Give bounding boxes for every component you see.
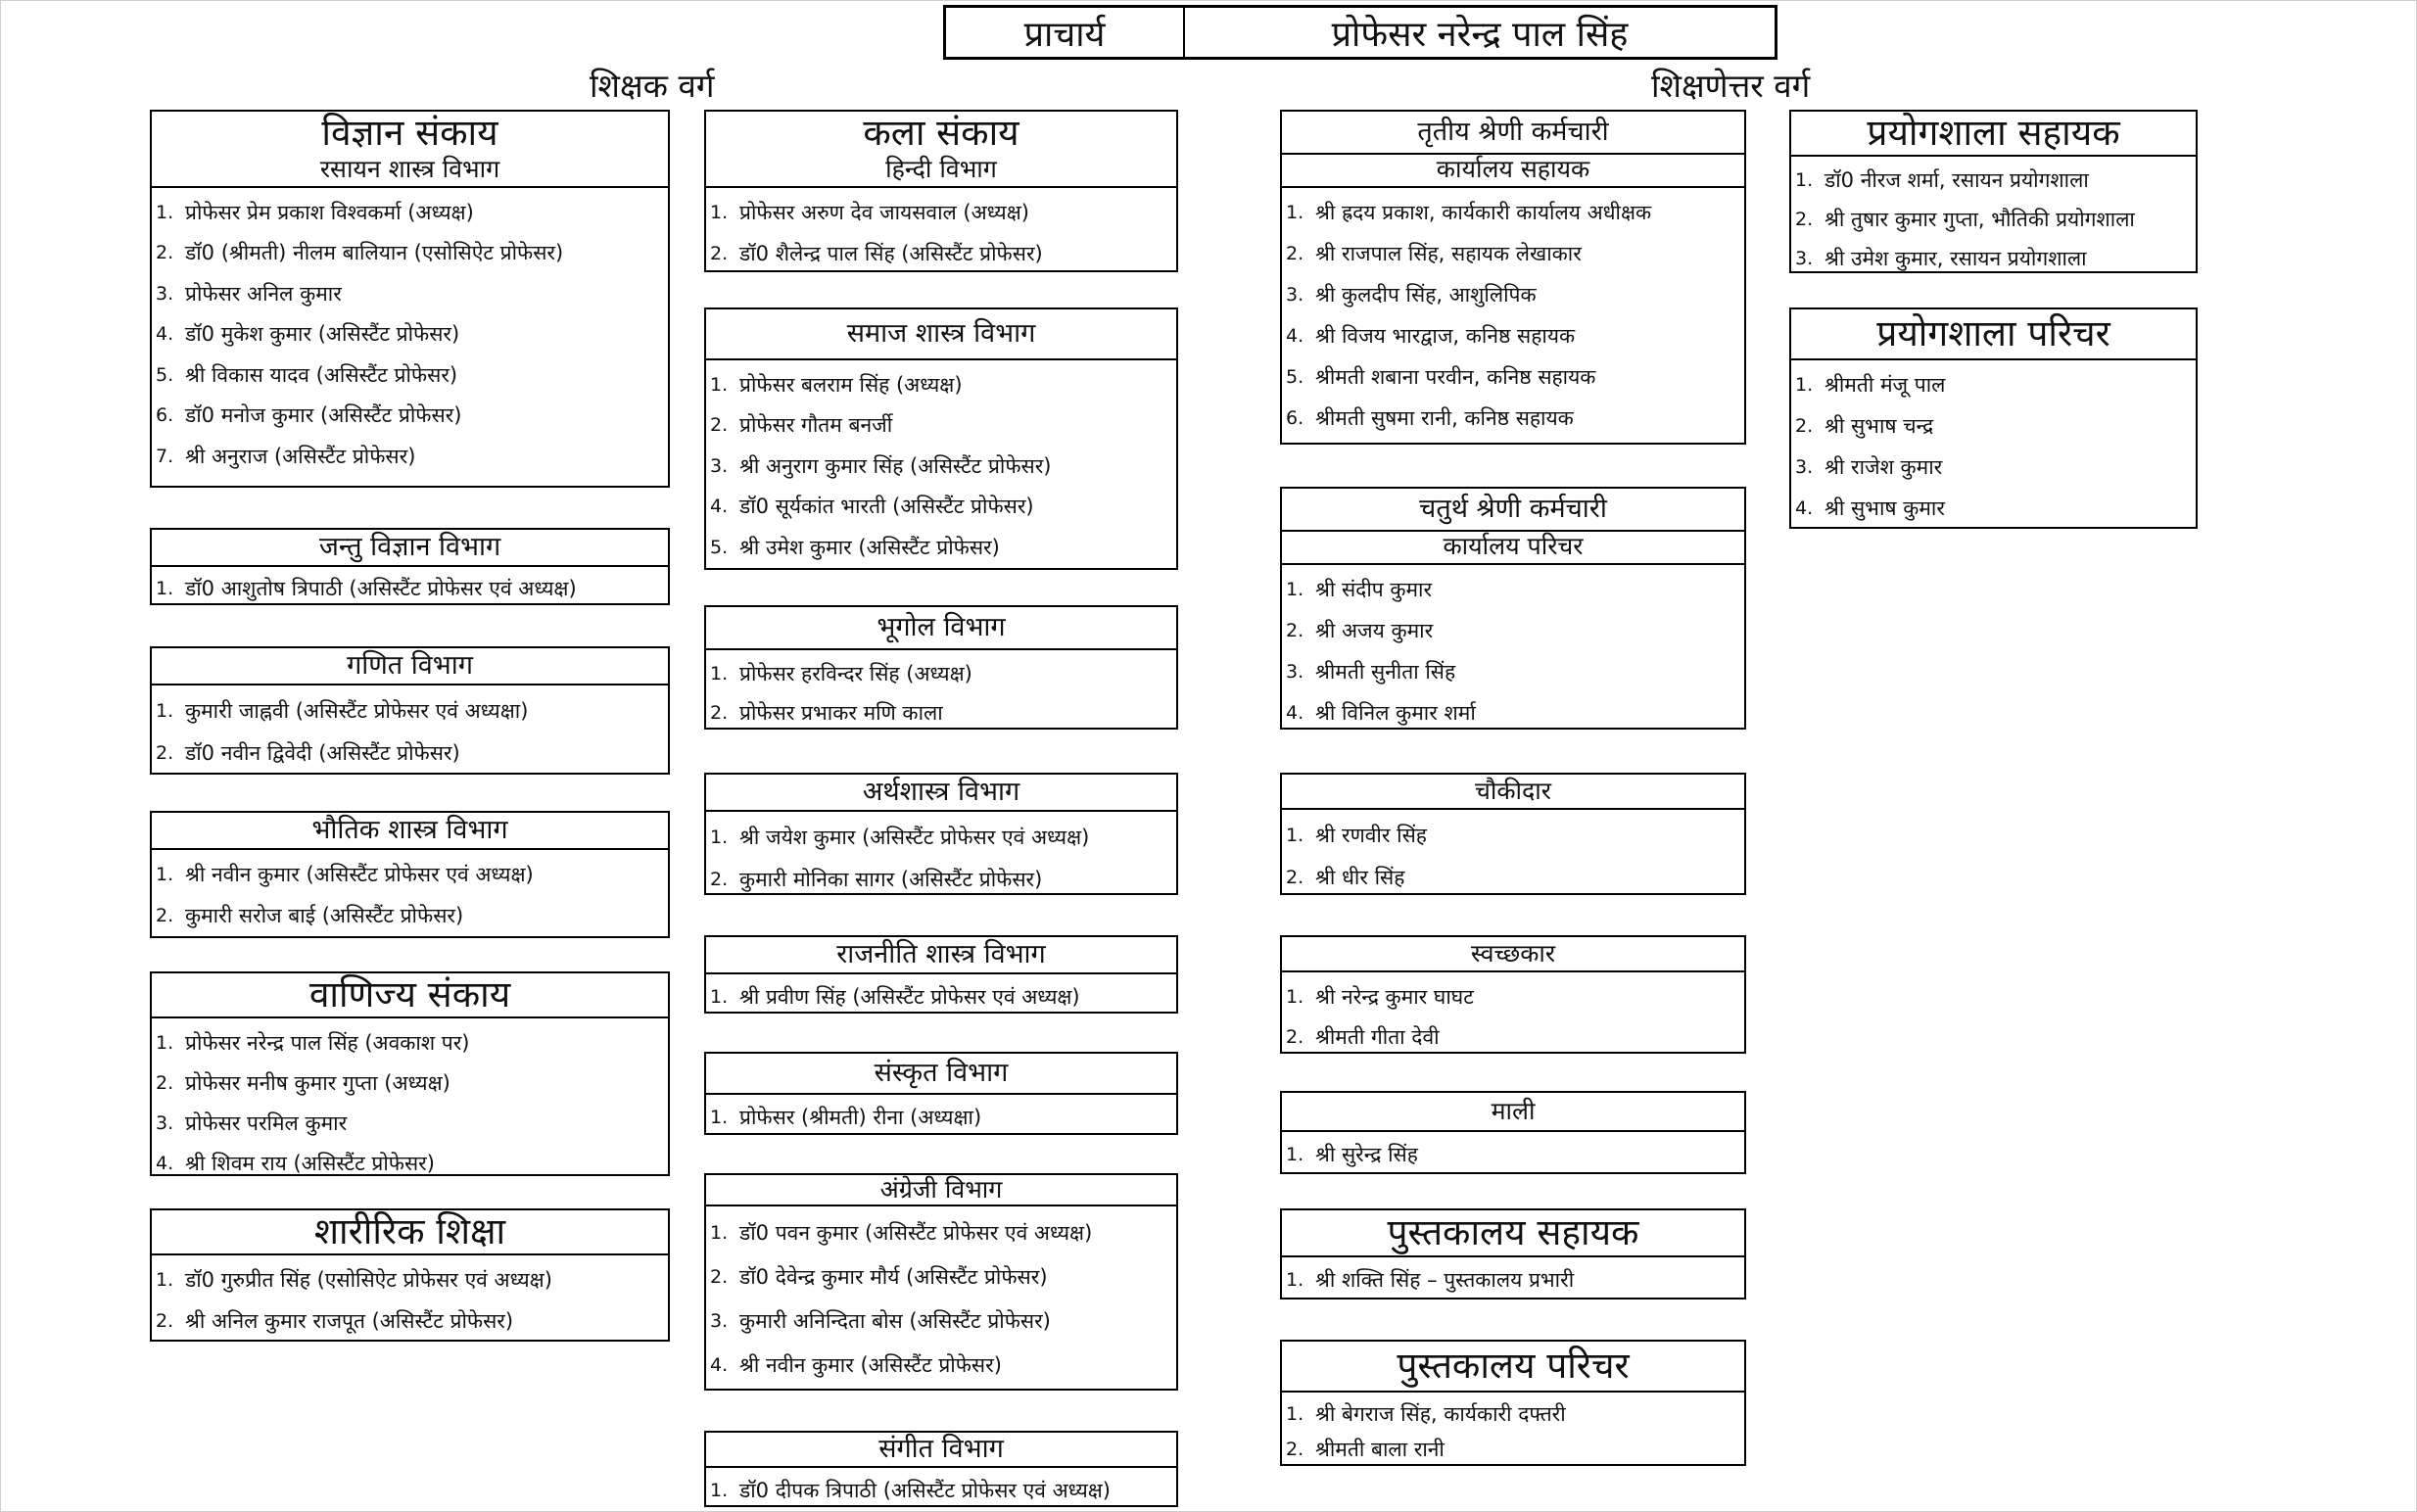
box-political-science (704, 935, 1178, 1014)
item-number: 5. (1286, 366, 1304, 388)
list-item (152, 192, 668, 233)
item-text: श्री नवीन कुमार (असिस्टैंट प्रोफेसर) (739, 1352, 1002, 1377)
item-list (706, 974, 1176, 1017)
item-number: 1. (1286, 579, 1304, 600)
item-list (706, 812, 1176, 902)
teaching-staff-heading: शिक्षक वर्ग (590, 67, 715, 105)
item-text: श्री राजेश कुमार (1825, 455, 1943, 479)
item-text: प्रोफेसर नरेन्द्र पाल सिंह (अवकाश पर) (185, 1030, 470, 1055)
item-text: डॉ0 शैलेन्द्र पाल सिंह (असिस्टैंट प्रोफेसर) (739, 242, 1043, 265)
item-list (152, 188, 668, 479)
principal-label: प्राचार्य (946, 8, 1185, 57)
box-gardener (1280, 1091, 1746, 1174)
list-item (152, 354, 668, 396)
item-text: श्री रणवीर सिंह (1315, 823, 1427, 847)
item-list (152, 1255, 668, 1344)
box-title: अर्थशास्त्र विभाग (706, 775, 1176, 812)
item-text: श्री शिवम राय (असिस्टैंट प्रोफेसर) (185, 1151, 435, 1175)
item-list (706, 1468, 1176, 1511)
item-number: 1. (156, 1269, 174, 1291)
box-maths (150, 646, 670, 775)
box-zoology (150, 528, 670, 605)
item-number: 2. (156, 741, 174, 764)
box-sanskrit (704, 1052, 1178, 1135)
box-title: तृतीय श्रेणी कर्मचारी (1417, 117, 1609, 147)
item-number: 2. (156, 1310, 174, 1332)
item-number: 2. (710, 868, 729, 890)
item-number: 1. (710, 663, 729, 685)
list-item (1282, 274, 1744, 315)
list-item (1791, 239, 2196, 278)
list-item (152, 1300, 668, 1342)
item-number: 2. (156, 1071, 174, 1094)
list-item (152, 233, 668, 274)
box-sociology (704, 307, 1178, 570)
item-text: श्री अनुराज (असिस्टैंट प्रोफेसर) (185, 444, 416, 468)
item-text: प्रोफेसर अनिल कुमार (185, 281, 342, 306)
list-item (152, 396, 668, 437)
item-number: 2. (710, 414, 729, 437)
item-number: 1. (156, 201, 174, 223)
list-item (152, 273, 668, 314)
list-item (706, 693, 1176, 732)
principal-box (943, 5, 1777, 60)
box-title: स्वच्छकार (1282, 937, 1744, 972)
list-item (1282, 233, 1744, 274)
item-number: 4. (1795, 497, 1814, 519)
item-text: श्री नरेन्द्र कुमार घाघट (1315, 984, 1474, 1009)
item-text: श्री सुभाष कुमार (1825, 496, 1945, 520)
item-number: 1. (710, 1107, 729, 1128)
list-item (152, 732, 668, 774)
item-number: 2. (1286, 1439, 1304, 1460)
list-item (706, 1472, 1176, 1509)
list-item (1282, 1261, 1744, 1299)
box-title: पुस्तकालय सहायक (1282, 1210, 1744, 1257)
item-number: 2. (1286, 620, 1304, 641)
item-number: 5. (156, 363, 174, 386)
item-text: श्रीमती सुनीता सिंह (1315, 660, 1456, 684)
box-third-grade-staff (1280, 110, 1746, 445)
item-text: श्री प्रवीण सिंह (असिस्टैंट प्रोफेसर एवं अध्यक्ष) (739, 985, 1080, 1009)
item-text: कुमारी सरोज बाई (असिस्टैंट प्रोफेसर) (185, 904, 464, 927)
list-item (1791, 364, 2196, 405)
item-text: कुमारी जाह्नवी (असिस्टैंट प्रोफेसर एवं अध्यक्षा) (185, 698, 529, 723)
item-number: 1. (710, 1480, 729, 1501)
item-number: 2. (710, 1265, 729, 1288)
item-text: श्री उमेश कुमार (असिस्टैंट प्रोफेसर) (739, 535, 1000, 559)
item-list (706, 650, 1176, 734)
item-number: 1. (710, 826, 729, 848)
list-item (1282, 192, 1744, 233)
list-item (1791, 405, 2196, 447)
box-title: शारीरिक शिक्षा (152, 1210, 668, 1255)
list-item (706, 405, 1176, 447)
box-arts-faculty (704, 110, 1178, 272)
list-item (1791, 161, 2196, 200)
item-number: 3. (710, 1309, 729, 1332)
list-item (706, 1254, 1176, 1299)
item-number: 1. (710, 986, 729, 1008)
item-number: 1. (156, 864, 174, 885)
item-number: 3. (1795, 456, 1814, 478)
list-item (1282, 976, 1744, 1016)
list-item (1282, 610, 1744, 651)
list-item (706, 978, 1176, 1016)
item-number: 3. (1795, 248, 1814, 269)
item-number: 4. (156, 1152, 174, 1174)
box-title: गणित विभाग (152, 648, 668, 685)
item-text: प्रोफेसर मनीष कुमार गुप्ता (अध्यक्ष) (185, 1070, 450, 1095)
item-number: 6. (1286, 407, 1304, 429)
box-library-attendant (1280, 1340, 1746, 1466)
item-number: 2. (1795, 209, 1814, 230)
item-text: प्रोफेसर अरुण देव जायसवाल (अध्यक्ष) (739, 201, 1029, 224)
item-number: 3. (1286, 284, 1304, 306)
box-fourth-grade-staff (1280, 487, 1746, 730)
item-text: श्री अजय कुमार (1315, 619, 1434, 642)
item-text: डॉ0 (श्रीमती) नीलम बालियान (एसोसिऐट प्रोफेसर) (185, 241, 564, 265)
item-number: 6. (156, 404, 174, 427)
item-text: श्री अनिल कुमार राजपूत (असिस्टैंट प्रोफेसर) (185, 1309, 514, 1333)
item-number: 4. (1286, 702, 1304, 724)
item-list (706, 1095, 1176, 1138)
item-text: डॉ0 देवेन्द्र कुमार मौर्य (असिस्टैंट प्रोफेसर) (739, 1264, 1048, 1289)
box-geography (704, 605, 1178, 730)
item-text: डॉ0 दीपक त्रिपाठी (असिस्टैंट प्रोफेसर एवं अध्यक्ष) (739, 1479, 1112, 1502)
item-list (152, 567, 668, 608)
item-list (1282, 1257, 1744, 1300)
item-text: कुमारी मोनिका सागर (असिस्टैंट प्रोफेसर) (739, 867, 1043, 891)
item-text: श्री विजय भारद्वाज, कनिष्ठ सहायक (1315, 324, 1576, 348)
box-subtitle: कार्यालय परिचर (1282, 530, 1744, 563)
box-title: भौतिक शास्त्र विभाग (152, 813, 668, 850)
item-text: श्री शक्ति सिंह – पुस्तकालय प्रभारी (1315, 1268, 1575, 1292)
list-item (706, 1099, 1176, 1136)
list-item (1282, 1396, 1744, 1432)
box-title: वाणिज्य संकाय (152, 973, 668, 1018)
item-text: श्री विनिल कुमार शर्मा (1315, 701, 1476, 725)
item-number: 3. (156, 1111, 174, 1134)
list-item (706, 192, 1176, 233)
list-item (152, 1143, 668, 1183)
item-number: 2. (156, 242, 174, 264)
list-item (706, 858, 1176, 900)
item-number: 3. (156, 282, 174, 305)
list-item (706, 527, 1176, 568)
list-item (152, 895, 668, 936)
item-text: श्री ह्रदय प्रकाश, कार्यकारी कार्यालय अधीक्षक (1315, 201, 1652, 224)
item-text: श्री विकास यादव (असिस्टैंट प्रोफेसर) (185, 362, 458, 387)
item-number: 3. (1286, 661, 1304, 683)
item-text: श्री संदीप कुमार (1315, 578, 1433, 601)
item-number: 2. (156, 905, 174, 926)
item-list (1282, 810, 1744, 900)
item-text: श्री नवीन कुमार (असिस्टैंट प्रोफेसर एवं अध्यक्ष) (185, 863, 534, 886)
list-item (706, 446, 1176, 487)
item-text: श्री राजपाल सिंह, सहायक लेखाकार (1315, 242, 1582, 265)
item-text: डॉ0 मनोज कुमार (असिस्टैंट प्रोफेसर) (185, 403, 462, 428)
box-title: प्रयोगशाला सहायक (1791, 112, 2196, 157)
box-commerce-faculty (150, 971, 670, 1176)
item-text: श्रीमती बाला रानी (1315, 1438, 1445, 1461)
list-item (152, 436, 668, 477)
list-item (1791, 488, 2196, 529)
item-number: 1. (710, 1221, 729, 1244)
item-list (152, 1018, 668, 1185)
item-text: श्री कुलदीप सिंह, आशुलिपिक (1315, 283, 1537, 307)
item-text: श्रीमती सुषमा रानी, कनिष्ठ सहायक (1315, 406, 1574, 430)
box-subtitle: रसायन शास्त्र विभाग (319, 155, 500, 183)
box-title: समाज शास्त्र विभाग (706, 309, 1176, 360)
list-item (1282, 856, 1744, 898)
item-text: प्रोफेसर प्रभाकर मणि काला (739, 701, 943, 725)
box-physics (150, 811, 670, 938)
item-number: 1. (156, 1031, 174, 1054)
item-list (706, 360, 1176, 570)
item-number: 1. (710, 373, 729, 396)
item-list (706, 188, 1176, 276)
item-number: 1. (1286, 985, 1304, 1008)
list-item (1791, 200, 2196, 239)
list-item (152, 571, 668, 606)
list-item (1282, 1136, 1744, 1173)
item-text: डॉ0 मुकेश कुमार (असिस्टैंट प्रोफेसर) (185, 322, 460, 347)
item-list (1791, 157, 2196, 280)
item-list (152, 850, 668, 938)
item-text: डॉ0 नीरज शर्मा, रसायन प्रयोगशाला (1825, 168, 2089, 192)
list-item (706, 233, 1176, 274)
item-text: प्रोफेसर गौतम बनर्जी (739, 413, 893, 438)
item-text: कुमारी अनिन्दिता बोस (असिस्टैंट प्रोफेसर) (739, 1308, 1051, 1333)
box-music (704, 1431, 1178, 1507)
item-text: श्रीमती शबाना परवीन, कनिष्ठ सहायक (1315, 365, 1596, 389)
item-text: डॉ0 सूर्यकांत भारती (असिस्टैंट प्रोफेसर) (739, 495, 1034, 519)
list-item (152, 1022, 668, 1063)
box-watchman (1280, 773, 1746, 895)
box-english (704, 1173, 1178, 1391)
box-title: चौकीदार (1282, 775, 1744, 810)
box-library-assistant (1280, 1208, 1746, 1299)
box-title: माली (1282, 1093, 1744, 1132)
box-title: कला संकाय (863, 112, 1019, 154)
list-item (706, 1343, 1176, 1387)
item-list (1282, 1393, 1744, 1469)
list-item (706, 654, 1176, 693)
item-number: 7. (156, 445, 174, 467)
box-subtitle: कार्यालय सहायक (1282, 153, 1744, 186)
list-item (706, 1210, 1176, 1254)
item-text: डॉ0 आशुतोष त्रिपाठी (असिस्टैंट प्रोफेसर एवं अध्यक्ष) (185, 577, 577, 600)
list-item (152, 314, 668, 355)
item-number: 2. (710, 243, 729, 264)
box-sweeper (1280, 935, 1746, 1054)
box-title: राजनीति शास्त्र विभाग (706, 937, 1176, 974)
item-text: श्री उमेश कुमार, रसायन प्रयोगशाला (1825, 247, 2087, 270)
item-number: 2. (1286, 243, 1304, 264)
item-number: 1. (1286, 1403, 1304, 1425)
item-text: श्री सुरेन्द्र सिंह (1315, 1143, 1418, 1166)
box-subtitle: हिन्दी विभाग (885, 155, 997, 183)
box-lab-assistant (1789, 110, 2198, 273)
list-item (152, 1103, 668, 1143)
item-text: श्री अनुराग कुमार सिंह (असिस्टैंट प्रोफेसर) (739, 453, 1052, 478)
item-number: 4. (710, 1353, 729, 1376)
item-number: 3. (710, 454, 729, 477)
list-item (706, 487, 1176, 528)
item-number: 1. (156, 699, 174, 722)
list-item (706, 364, 1176, 405)
list-item (152, 1063, 668, 1103)
list-item (1282, 356, 1744, 398)
box-title: प्रयोगशाला परिचर (1791, 309, 2196, 360)
item-list (1282, 565, 1744, 735)
list-item (152, 689, 668, 732)
box-title: जन्तु विज्ञान विभाग (152, 530, 668, 567)
item-text: डॉ0 गुरुप्रीत सिंह (एसोसिऐट प्रोफेसर एवं अध्यक्ष) (185, 1268, 552, 1292)
item-list (1791, 360, 2196, 531)
item-number: 1. (1286, 202, 1304, 223)
box-physical-education (150, 1208, 670, 1342)
list-item (1282, 1432, 1744, 1467)
item-text: प्रोफेसर प्रेम प्रकाश विश्वकर्मा (अध्यक्ष) (185, 200, 474, 224)
item-number: 1. (156, 578, 174, 599)
box-title: अंग्रेजी विभाग (706, 1175, 1176, 1206)
item-list (1282, 188, 1744, 441)
box-science-faculty (150, 110, 670, 488)
list-item (706, 1299, 1176, 1343)
list-item (1282, 814, 1744, 856)
item-list (152, 685, 668, 776)
item-text: प्रोफेसर परमिल कुमार (185, 1110, 348, 1135)
item-text: प्रोफेसर बलराम सिंह (अध्यक्ष) (739, 372, 963, 397)
box-title: संगीत विभाग (706, 1433, 1176, 1468)
box-lab-attendant (1789, 307, 2198, 529)
item-text: श्री तुषार कुमार गुप्ता, भौतिकी प्रयोगशाला (1825, 208, 2135, 231)
item-text: श्री जयेश कुमार (असिस्टैंट प्रोफेसर एवं अध्यक्ष) (739, 825, 1090, 849)
item-number: 4. (156, 323, 174, 346)
item-number: 1. (1286, 1144, 1304, 1165)
box-title: पुस्तकालय परिचर (1282, 1342, 1744, 1393)
list-item (1282, 315, 1744, 356)
item-number: 5. (710, 536, 729, 558)
item-number: 1. (1286, 824, 1304, 846)
list-item (1282, 651, 1744, 692)
item-text: श्रीमती गीता देवी (1315, 1024, 1440, 1049)
item-number: 2. (1286, 866, 1304, 888)
list-item (706, 816, 1176, 858)
list-item (1282, 692, 1744, 733)
item-number: 2. (1795, 415, 1814, 437)
list-item (1282, 569, 1744, 610)
principal-name: प्रोफेसर नरेन्द्र पाल सिंह (1331, 14, 1629, 55)
item-text: श्री बेगराज सिंह, कार्यकारी दफ्तरी (1315, 1402, 1566, 1426)
box-economics (704, 773, 1178, 895)
item-list (706, 1206, 1176, 1389)
list-item (152, 854, 668, 895)
list-item (1282, 1016, 1744, 1057)
box-title: विज्ञान संकाय (321, 112, 498, 154)
item-list (1282, 972, 1744, 1059)
item-text: श्रीमती मंजू पाल (1825, 373, 1946, 397)
item-text: श्री सुभाष चन्द्र (1825, 414, 1934, 438)
box-title: भूगोल विभाग (706, 607, 1176, 650)
item-number: 2. (1286, 1025, 1304, 1048)
item-text: श्री धीर सिंह (1315, 865, 1405, 889)
item-number: 4. (710, 496, 729, 518)
item-text: डॉ0 पवन कुमार (असिस्टैंट प्रोफेसर एवं अध्यक्ष) (739, 1220, 1093, 1245)
box-title: चतुर्थ श्रेणी कर्मचारी (1419, 494, 1607, 524)
item-list (1282, 1132, 1744, 1175)
list-item (1791, 447, 2196, 488)
item-text: प्रोफेसर (श्रीमती) रीना (अध्यक्षा) (739, 1106, 982, 1129)
list-item (1282, 398, 1744, 439)
item-number: 1. (1795, 374, 1814, 396)
item-number: 1. (1795, 169, 1814, 191)
list-item (152, 1259, 668, 1300)
item-number: 1. (710, 202, 729, 223)
box-title: संस्कृत विभाग (706, 1054, 1176, 1095)
non-teaching-staff-heading: शिक्षणेत्तर वर्ग (1651, 67, 1811, 105)
item-text: डॉ0 नवीन द्विवेदी (असिस्टैंट प्रोफेसर) (185, 740, 460, 765)
item-number: 4. (1286, 325, 1304, 347)
item-number: 2. (710, 702, 729, 724)
item-text: प्रोफेसर हरविन्दर सिंह (अध्यक्ष) (739, 662, 972, 685)
item-number: 1. (1286, 1269, 1304, 1291)
